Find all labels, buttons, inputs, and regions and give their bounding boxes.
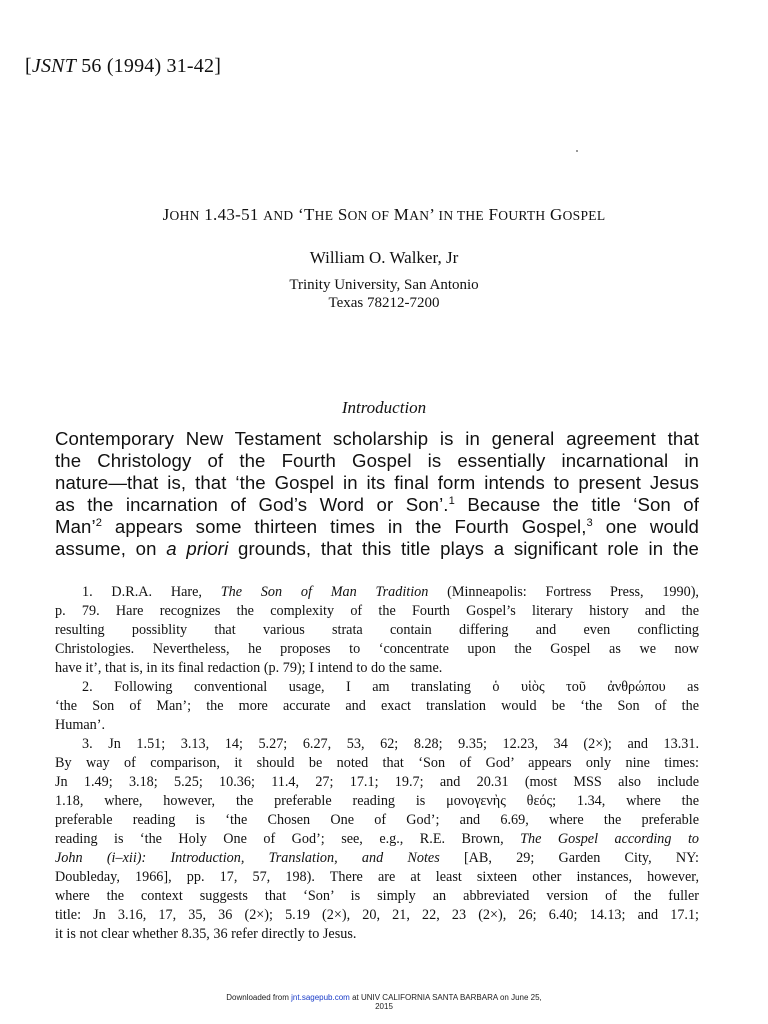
footnote-line: where the context suggests that ‘Son’ is simply an abbreviated version of the fuller — [55, 888, 699, 904]
footnote-line: it is not clear whether 8.35, 36 refer directly to Jesus. — [55, 926, 357, 942]
title-fragment: AN — [409, 208, 430, 223]
footnote-line: 1.18, where, however, the preferable reading is μονογενὴς θεός; 1.34, where the — [55, 793, 699, 809]
footnote-line: title: Jn 3.16, 17, 35, 36 (2×); 5.19 (2×), 20, 21, 22, 23 (2×), 26; 6.40; 14.13; and 17.1; — [55, 907, 699, 923]
body-line: Contemporary New Testament scholarship is in general agreement that — [55, 428, 699, 449]
footnote-line: reading is ‘the Holy One of God’; see, e.g., R.E. Brown, The Gospel according to — [55, 831, 699, 847]
footnote-line: resulting possiblity that various strata contain differing and even conflicting — [55, 622, 699, 638]
body-line: the Christology of the Fourth Gospel is essentially incarnational in — [55, 450, 699, 471]
title-fragment: M — [389, 205, 410, 224]
affiliation-line-1: Trinity University, San Antonio — [289, 277, 479, 293]
footnote-line: ‘the Son of Man’; the more accurate and exact translation would be ‘the Son of the — [55, 698, 699, 714]
footnote-3: 3. Jn 1.51; 3.13, 14; 5.27; 6.27, 53, 62; 8.28; 9.35; 12.23, 34 (2×); and 13.31. — [82, 736, 699, 752]
source-link[interactable]: jnt.sagepub.com — [291, 993, 350, 1002]
footnote-1: 1. D.R.A. Hare, The Son of Man Tradition (Minneapolis: Fortress Press, 1990), — [82, 584, 699, 600]
footnote-line: Doubleday, 1966], pp. 17, 57, 198). There are at least sixteen other instances, however, — [55, 869, 699, 885]
footnote-line: preferable reading is ‘the Chosen One of God’; and 6.69, where the preferable — [55, 812, 699, 828]
body-line: nature—that is, that ‘the Gospel in its final form intends to present Jesus — [55, 472, 699, 493]
title-fragment: AND — [263, 208, 294, 223]
footnote-ref[interactable]: 2 — [95, 516, 103, 529]
journal-citation: [JSNT 56 (1994) 31-42] — [25, 55, 222, 77]
title-fragment: J — [162, 205, 170, 224]
article-title — [0, 205, 768, 225]
title-fragment: OSPEL — [562, 208, 606, 223]
title-fragment: S — [333, 205, 348, 224]
title-fragment: HE — [314, 208, 334, 223]
body-line: assume, on a priori grounds, that this title plays a significant role in the — [55, 538, 699, 559]
title-fragment: ‘T — [293, 205, 315, 224]
title-fragment: G — [545, 205, 563, 224]
body-line: Man’$^2$ appears some thirteen times in the Fourth Gospel,$^3$ one would — [55, 516, 699, 537]
section-heading: Introduction — [341, 398, 427, 417]
title-fragment: ’ — [429, 205, 439, 224]
affiliation-line-2: Texas 78212-7200 — [328, 295, 440, 311]
footnote-line: Christologies. Nevertheless, he proposes to ‘concentrate upon the Gospel as we now — [55, 641, 699, 657]
footnote-ref[interactable]: 3 — [586, 516, 593, 529]
footnote-line: have it’, that is, in its final redaction (p. 79); I intend to do the same. — [55, 660, 443, 676]
scan-speck — [576, 150, 578, 152]
title-fragment: ON OF — [347, 208, 390, 223]
footnote-line: Human’. — [55, 717, 106, 733]
title-fragment: 1.43-51 — [199, 205, 264, 224]
footnote-line: p. 79. Hare recognizes the complexity of the Fourth Gospel’s literary history and the — [55, 603, 699, 619]
title-fragment: IN THE — [438, 208, 484, 223]
footnote-2: 2. Following conventional usage, I am translating ὁ υἱὸς τοῦ ἀνθρώπου as — [82, 679, 699, 695]
title-fragment: OHN — [169, 208, 200, 223]
body-line: as the incarnation of God’s Word or Son’.$^1$ Because the title ‘Son of — [55, 494, 699, 515]
footnote-line: John (i–xii): Introduction, Translation, and Notes [AB, 29; Garden City, NY: — [55, 850, 699, 866]
download-footer: Downloaded from jnt.sagepub.com at UNIV CALIFORNIA SANTA BARBARA on June 25, 2015 — [226, 993, 542, 1011]
title-fragment: F — [483, 205, 499, 224]
footnote-line: Jn 1.49; 3.18; 5.25; 10.36; 11.4, 27; 17.1; 19.7; and 20.31 (most MSS also include — [55, 774, 699, 790]
footnote-line: By way of comparison, it should be noted that ‘Son of God’ appears only nine times: — [55, 755, 699, 771]
author-name: William O. Walker, Jr — [309, 248, 459, 267]
title-fragment: OURTH — [498, 208, 546, 223]
footnote-ref[interactable]: 1 — [448, 494, 455, 507]
